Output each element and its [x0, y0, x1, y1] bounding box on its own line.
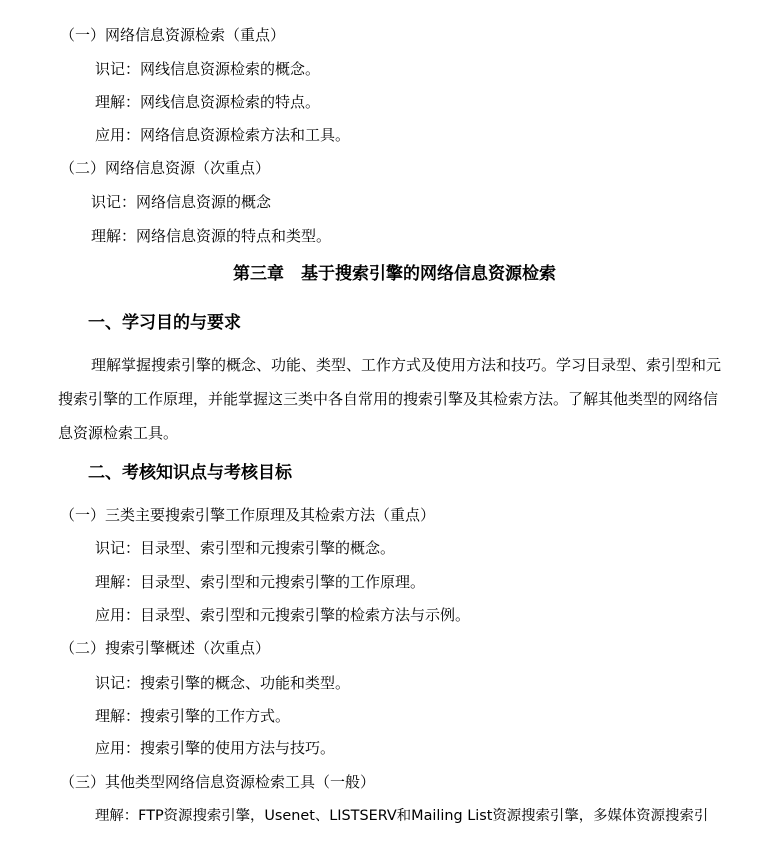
section-heading-objectives: 一、学习目的与要求 [88, 313, 241, 333]
chapter-title: 第三章 基于搜索引擎的网络信息资源检索 [233, 264, 556, 284]
list-item: 识记：网络信息资源的概念 [91, 193, 272, 211]
list-item: 理解：目录型、索引型和元搜索引擎的工作原理。 [95, 573, 426, 591]
list-item: 识记：搜索引擎的概念、功能和类型。 [95, 674, 351, 692]
section-heading-assessment: 二、考核知识点与考核目标 [88, 463, 292, 483]
sub-heading-engine-overview: （二）搜索引擎概述（次重点） [60, 639, 271, 657]
sub-heading-network-info-resources: （二）网络信息资源（次重点） [60, 159, 271, 177]
sub-heading-three-engine-types: （一）三类主要搜索引擎工作原理及其检索方法（重点） [60, 506, 436, 524]
list-item: 应用：目录型、索引型和元搜索引擎的检索方法与示例。 [95, 606, 471, 624]
list-item: 理解：网络信息资源的特点和类型。 [91, 227, 332, 245]
list-item: 理解：网线信息资源检索的特点。 [95, 93, 321, 111]
list-item: 识记：网线信息资源检索的概念。 [95, 60, 321, 78]
sub-heading-other-tools: （三）其他类型网络信息资源检索工具（一般） [60, 773, 376, 791]
sub-heading-network-info-retrieval: （一）网络信息资源检索（重点） [60, 26, 286, 44]
list-item: 识记：目录型、索引型和元搜索引擎的概念。 [95, 539, 396, 557]
paragraph-line: 息资源检索工具。 [58, 424, 179, 442]
list-item: 应用：搜索引擎的使用方法与技巧。 [95, 739, 336, 757]
list-item: 理解：搜索引擎的工作方式。 [95, 707, 291, 725]
paragraph-line: 理解掌握搜索引擎的概念、功能、类型、工作方式及使用方法和技巧。学习目录型、索引型和元 [91, 356, 722, 374]
paragraph-line: 搜索引擎的工作原理，并能掌握这三类中各自常用的搜索引擎及其检索方法。了解其他类型的网络信 [58, 390, 719, 408]
list-item: 理解：FTP资源搜索引擎，Usenet、LISTSERV和Mailing List资源搜索引擎，多媒体资源搜索引 [95, 808, 709, 824]
list-item: 应用：网络信息资源检索方法和工具。 [95, 126, 351, 144]
